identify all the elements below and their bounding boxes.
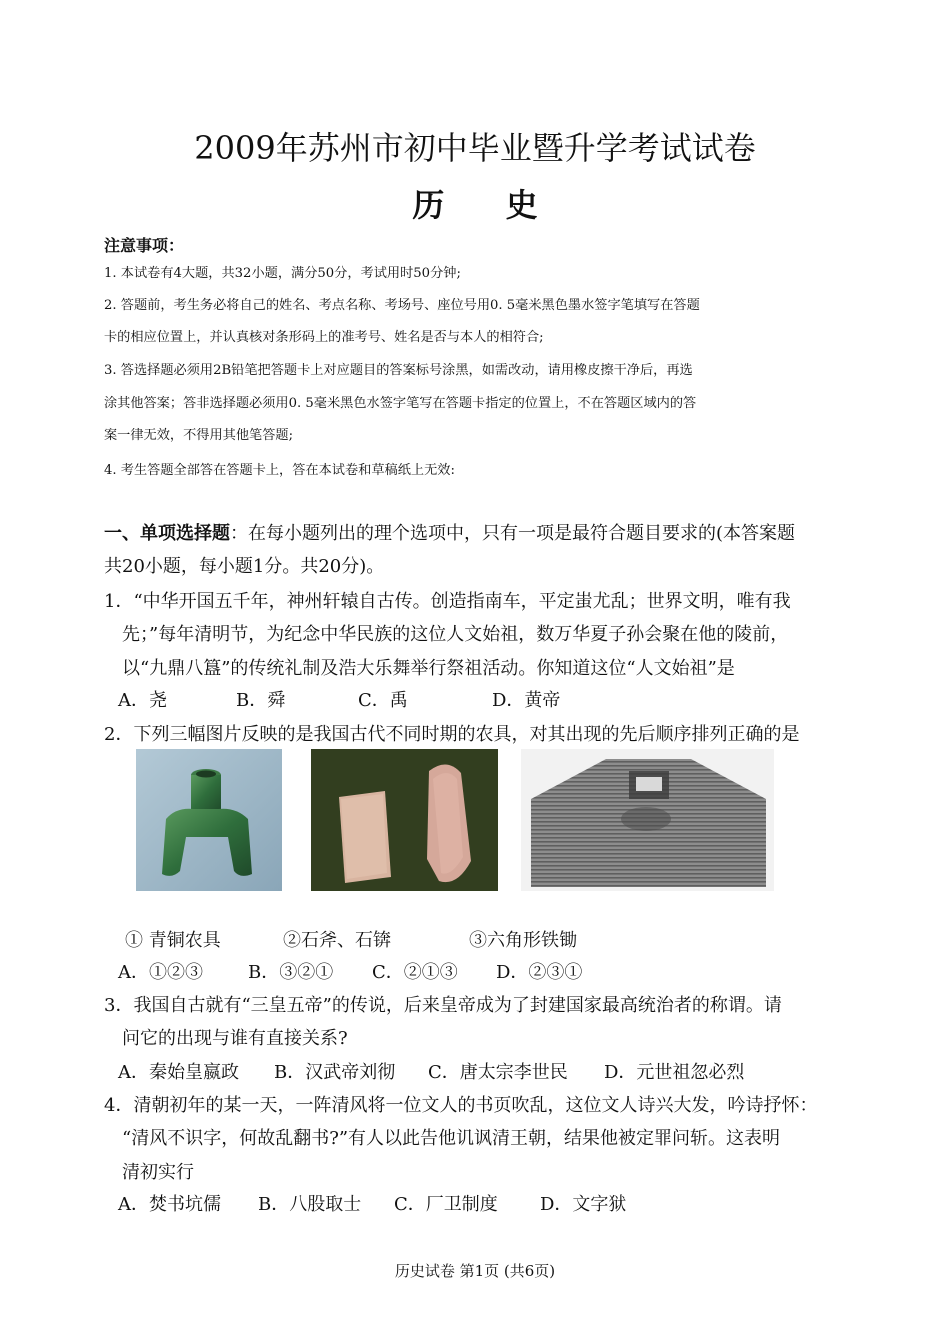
- option-d: D．黄帝: [492, 690, 561, 711]
- notice-item: 1. 本试卷有4大题，共32小题，满分50分，考试用时50分钟;: [104, 266, 461, 281]
- page-title: 2009年苏州市初中毕业暨升学考试试卷: [194, 129, 756, 167]
- option-a: A．尧: [118, 690, 167, 711]
- option-b: B．③②①: [248, 962, 334, 983]
- question-4-text: “清风不识字，何故乱翻书?”有人以此告他讥讽清王朝，结果他被定罪问斩。这表明: [122, 1128, 781, 1149]
- iron-hoe-image: [521, 749, 774, 891]
- notice-item: 3. 答选择题必须用2B铅笔把答题卡上对应题目的答案标号涂黑，如需改动，请用橡皮擦干净后，再选: [104, 363, 693, 378]
- section-instructions-cont: 共20小题，每小题1分。共20分)。: [104, 556, 385, 577]
- question-1-text: 以“九鼎八簋”的传统礼制及浩大乐舞举行祭祖活动。你知道这位“人文始祖”是: [122, 658, 735, 679]
- question-4-options: [118, 1190, 626, 1216]
- section-instructions: 在每小题列出的理个选项中，只有一项是最符合题目要求的(本答案题: [248, 523, 796, 544]
- option-a: A．①②③: [118, 962, 203, 983]
- caption-2: ②石斧、石锛: [283, 930, 391, 951]
- question-4-text: 4．清朝初年的某一天，一阵清风将一位文人的书页吹乱，这位文人诗兴大发，吟诗抒怀：: [104, 1095, 818, 1116]
- option-d: D．元世祖忽必烈: [604, 1062, 745, 1083]
- notice-item: 4. 考生答题全部答在答题卡上，答在本试卷和草稿纸上无效:: [104, 463, 455, 478]
- bronze-tool-image: [136, 749, 282, 891]
- notice-heading: 注意事项：: [104, 236, 185, 255]
- question-1-options: [118, 686, 560, 712]
- option-d: D．②③①: [496, 962, 583, 983]
- question-2-options: [118, 958, 582, 984]
- notice-item: 卡的相应位置上，并认真核对条形码上的准考号、姓名是否与本人的相符合;: [104, 330, 544, 345]
- option-c: C．②①③: [372, 962, 458, 983]
- option-b: B．舜: [236, 690, 286, 711]
- question-3-text: 3．我国自古就有“三皇五帝”的传说，后来皇帝成为了封建国家最高统治者的称谓。请: [104, 995, 782, 1016]
- option-a: A．焚书坑儒: [118, 1194, 221, 1215]
- option-c: C．厂卫制度: [394, 1194, 498, 1215]
- section-colon: ：: [230, 523, 248, 544]
- option-b: B．八股取士: [258, 1194, 362, 1215]
- option-d: D．文字狱: [540, 1194, 627, 1215]
- page-footer: 历史试卷 第1页 (共6页): [394, 1262, 556, 1280]
- question-2-captions: [125, 926, 577, 952]
- section-label: 一、单项选择题: [104, 523, 230, 544]
- question-1-text: 先；”每年清明节，为纪念中华民族的这位人文始祖，数万华夏子孙会聚在他的陵前，: [122, 624, 789, 645]
- question-3-options: [118, 1058, 744, 1084]
- caption-1: ① 青铜农具: [125, 930, 221, 951]
- notice-item: 涂其他答案；答非选择题必须用0. 5毫米黑色水签字笔写在答题卡指定的位置上，不在答题区域内的答: [104, 396, 697, 411]
- option-c: C．禹: [358, 690, 408, 711]
- notice-item: 2. 答题前，考生务必将自己的姓名、考点名称、考场号、座位号用0. 5毫米黑色墨水签字笔填写在答题: [104, 298, 700, 313]
- option-a: A．秦始皇嬴政: [118, 1062, 239, 1083]
- caption-3: ③六角形铁锄: [469, 930, 577, 951]
- section-heading: [104, 519, 795, 545]
- stone-tools-image: [311, 749, 498, 891]
- question-2-text: 2．下列三幅图片反映的是我国古代不同时期的农具，对其出现的先后顺序排列正确的是: [104, 724, 800, 745]
- question-4-text: 清初实行: [122, 1162, 194, 1183]
- option-c: C．唐太宗李世民: [428, 1062, 568, 1083]
- subject-title: 历 史: [412, 186, 538, 224]
- option-b: B．汉武帝刘彻: [274, 1062, 396, 1083]
- notice-item: 案一律无效，不得用其他笔答题;: [104, 428, 294, 443]
- question-3-text: 问它的出现与谁有直接关系?: [122, 1028, 348, 1049]
- question-1-text: 1．“中华开国五千年，神州轩辕自古传。创造指南车，平定蚩尤乱；世界文明，唯有我: [104, 591, 791, 612]
